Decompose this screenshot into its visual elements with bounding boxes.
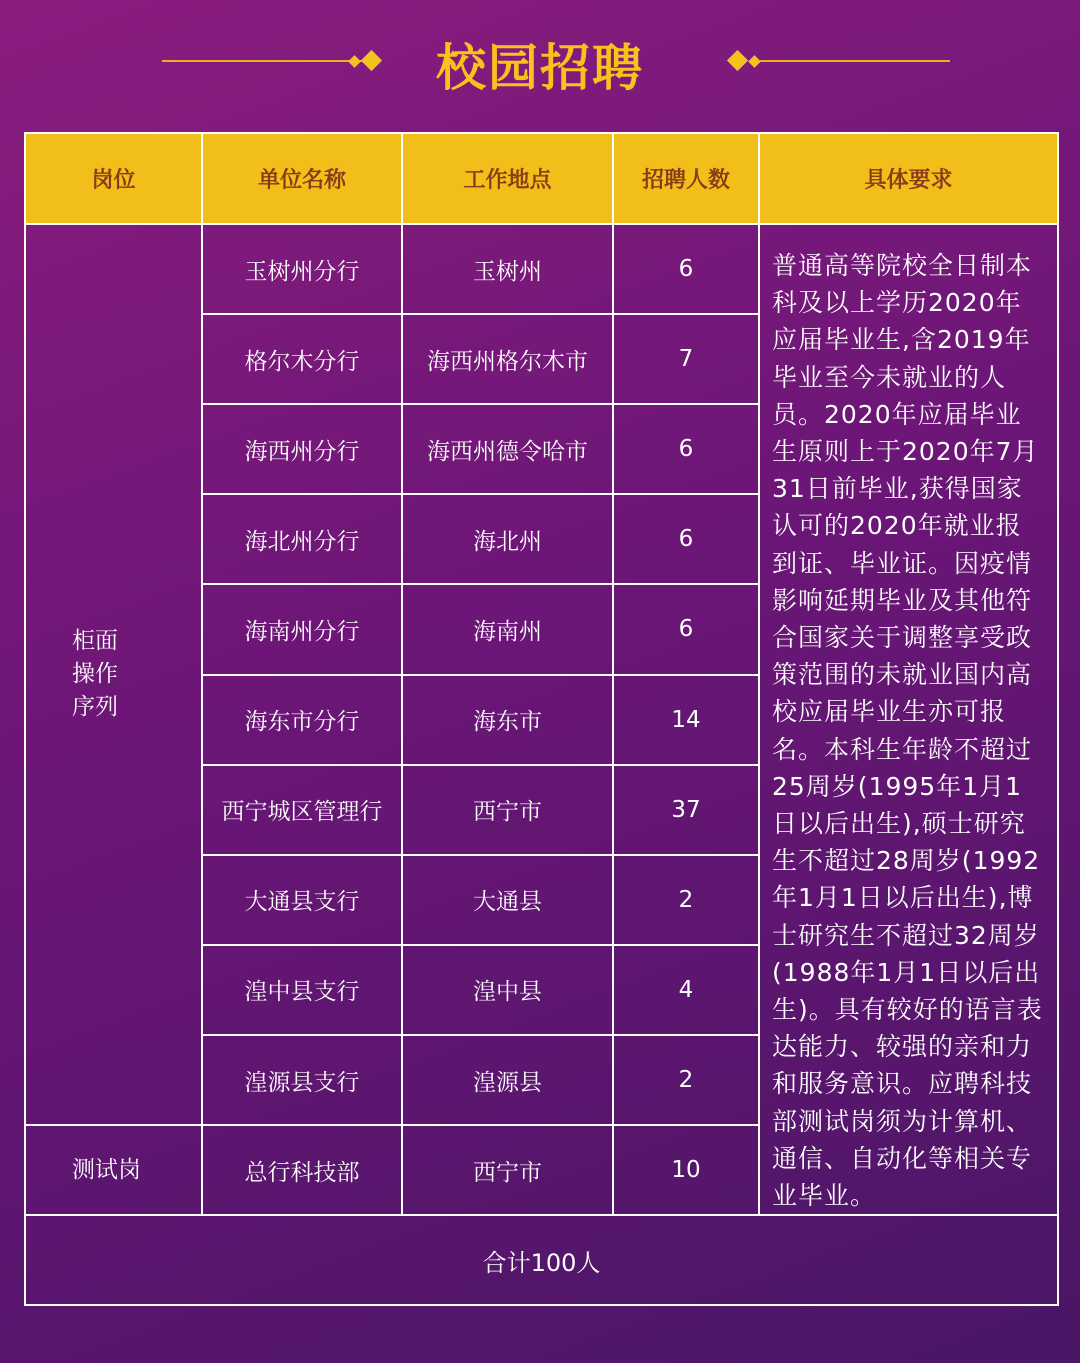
count-cell: 6 <box>613 224 759 314</box>
unit-cell: 西宁城区管理行 <box>202 765 402 855</box>
page-header <box>0 0 1080 124</box>
total-cell: 合计100人 <box>25 1215 1058 1305</box>
location-cell: 海西州德令哈市 <box>402 404 613 494</box>
count-cell: 6 <box>613 494 759 584</box>
count-cell: 4 <box>613 945 759 1035</box>
unit-cell: 海东市分行 <box>202 675 402 765</box>
unit-cell: 总行科技部 <box>202 1125 402 1215</box>
location-cell: 西宁市 <box>402 1125 613 1215</box>
location-cell: 大通县 <box>402 855 613 945</box>
header-hire-count: 招聘人数 <box>613 133 759 224</box>
location-cell: 玉树州 <box>402 224 613 314</box>
table-header-row <box>25 133 1058 224</box>
header-location: 工作地点 <box>402 133 613 224</box>
unit-cell: 格尔木分行 <box>202 314 402 404</box>
count-cell: 14 <box>613 675 759 765</box>
table-row <box>25 224 1058 314</box>
location-cell: 海南州 <box>402 584 613 674</box>
position-group-counter <box>25 224 202 1125</box>
location-cell: 海西州格尔木市 <box>402 314 613 404</box>
header-unit-name: 单位名称 <box>202 133 402 224</box>
unit-cell: 湟源县支行 <box>202 1035 402 1125</box>
position-label-line: 柜面 <box>72 628 118 655</box>
requirements-cell: 普通高等院校全日制本科及以上学历2020年应届毕业生,含2019年毕业至今未就业的人员。2020年应届毕业生原则上于2020年7月31日前毕业,获得国家认可的2020年就业报到证、毕业证。因疫情影响延期毕业及其他符合国家关于调整享受政策范围的未就业国内高校应届毕业生亦可报名。本科生年龄不超过25周岁(1995年1月1日以后出生),硕士研究生不超过28周岁(1992年1月1日以后出生),博士研究生不超过32周岁(1988年1月1日以后出生)。具有较好的语言表达能力、较强的亲和力和服务意识。应聘科技部测试岗须为计算机、通信、自动化等相关专业毕业。 <box>759 224 1058 1215</box>
count-cell: 6 <box>613 404 759 494</box>
header-requirements: 具体要求 <box>759 133 1058 224</box>
count-cell: 37 <box>613 765 759 855</box>
location-cell: 湟源县 <box>402 1035 613 1125</box>
location-cell: 西宁市 <box>402 765 613 855</box>
unit-cell: 湟中县支行 <box>202 945 402 1035</box>
count-cell: 2 <box>613 1035 759 1125</box>
location-cell: 湟中县 <box>402 945 613 1035</box>
location-cell: 海北州 <box>402 494 613 584</box>
unit-cell: 玉树州分行 <box>202 224 402 314</box>
count-cell: 6 <box>613 584 759 674</box>
unit-cell: 海西州分行 <box>202 404 402 494</box>
decorative-line-right <box>760 60 950 62</box>
position-label-line: 操作 <box>72 661 118 688</box>
count-cell: 2 <box>613 855 759 945</box>
header-position: 岗位 <box>25 133 202 224</box>
count-cell: 7 <box>613 314 759 404</box>
unit-cell: 海南州分行 <box>202 584 402 674</box>
page-title: 校园招聘 <box>436 39 644 97</box>
unit-cell: 海北州分行 <box>202 494 402 584</box>
unit-cell: 大通县支行 <box>202 855 402 945</box>
recruitment-table <box>24 132 1059 1306</box>
position-label-line: 序列 <box>72 694 118 721</box>
position-group-test: 测试岗 <box>25 1125 202 1215</box>
count-cell: 10 <box>613 1125 759 1215</box>
total-row <box>25 1215 1058 1305</box>
location-cell: 海东市 <box>402 675 613 765</box>
